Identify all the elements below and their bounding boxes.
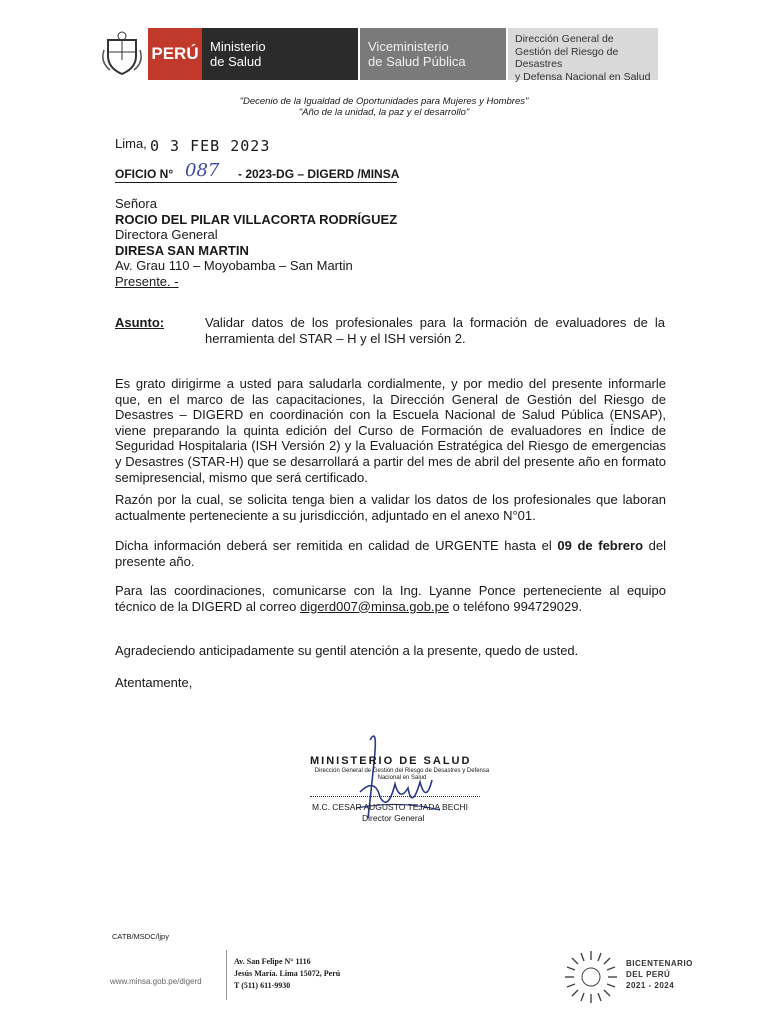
oficio-suffix: - 2023-DG – DIGERD /MINSA (238, 167, 400, 181)
coat-of-arms-icon (100, 30, 144, 76)
email-link[interactable]: digerd007@minsa.gob.pe (299, 598, 450, 614)
recipient-address: Av. Grau 110 – Moyobamba – San Martin (115, 258, 353, 274)
oficio-underline (115, 182, 397, 183)
paragraph-3: Dicha información deberá ser remitida en calidad de URGENTE hasta el 09 de febrero del presente año. (115, 538, 666, 569)
signer-title: Director General (362, 813, 425, 823)
recipient-block (115, 196, 397, 290)
recipient-org: DIRESA SAN MARTIN (115, 242, 249, 258)
paragraph-2: Razón por la cual, se solicita tenga bien a validar los datos de los profesionales que laboran actualmente perteneciente a su jurisdicción, adjuntado en el anexo N°01. (115, 492, 666, 523)
recipient-title: Directora General (115, 227, 218, 243)
asunto-text: Validar datos de los profesionales para la formación de evaluadores de la herramienta del STAR – H y el ISH versión 2. (205, 315, 665, 346)
oficio-number: 087 (185, 160, 220, 181)
directorate-label: Dirección General de Gestión del Riesgo de Desastres y Defensa Nacional en Salud (508, 28, 658, 80)
footer-address: Av. San Felipe N° 1116 Jesús María. Lima 15072, Perú T (511) 611-9930 (234, 957, 341, 990)
peru-logo: PERÚ (148, 28, 202, 80)
stamp-subtitle: Dirección General de Gestión del Riesgo de Desastres y Defensa Nacional en Salud (314, 768, 490, 781)
viceministry-label: Viceministerio de Salud Pública (360, 28, 506, 80)
signature-line (310, 796, 480, 798)
closing: Atentamente, (115, 675, 193, 690)
signer-name: M.C. CESAR AUGUSTO TEJADA BECHI (312, 802, 469, 812)
stamp-title: MINISTERIO DE SALUD (310, 755, 472, 767)
paragraph-4: Para las coordinaciones, comunicarse con la Ing. Lyanne Ponce perteneciente al equipo técnico de la DIGERD al correo digerd007@minsa.gob.pe o teléfono 994729029. (115, 583, 666, 614)
date-stamp: 0 3 FEB 2023 (150, 137, 271, 155)
recipient-name: ROCIO DEL PILAR VILLACORTA RODRÍGUEZ (115, 211, 398, 227)
bicentenario-text: BICENTENARIO DEL PERÚ 2021 - 2024 (626, 959, 693, 990)
footer-divider (226, 950, 227, 1000)
oficio-label: OFICIO N° (115, 167, 174, 181)
paragraph-1: Es grato dirigirme a usted para saludarla cordialmente, y por medio del presente informarle que, en el marco de las capacitaciones, la Dirección General de Gestión del Riesgo de Desastres – DIGERD en coordinación con la Escuela Nacional de Salud Pública (ENSAP), viene preparando la quinta edición del Curso de Formación de evaluadores en Índice de Seguridad Hospitalaria (ISH Versión 2) y la Evaluación Estratégica del Riesgo de emergencias y Desastres (STAR-H) que se desarrollará a partir del mes de abril del presente año en formato semipresencial, mismo que será certificado. (115, 376, 666, 485)
presente: Presente. - (115, 273, 179, 289)
initials: CATB/MSDC/ljpy (112, 932, 169, 941)
bicentenario-icon (562, 948, 620, 1006)
paragraph-5: Agradeciendo anticipadamente su gentil atención a la presente, quedo de usted. (115, 643, 579, 658)
footer-url[interactable]: www.minsa.gob.pe/digerd (110, 977, 202, 986)
place-label: Lima, (115, 136, 147, 151)
salutation: Señora (115, 196, 157, 211)
decenio-motto: "Decenio de la Igualdad de Oportunidades para Mujeres y Hombres" "Año de la unidad, la paz y el desarrollo" (239, 96, 529, 118)
ministry-label: Ministerio de Salud (202, 28, 358, 80)
asunto-label: Asunto: (115, 315, 165, 330)
